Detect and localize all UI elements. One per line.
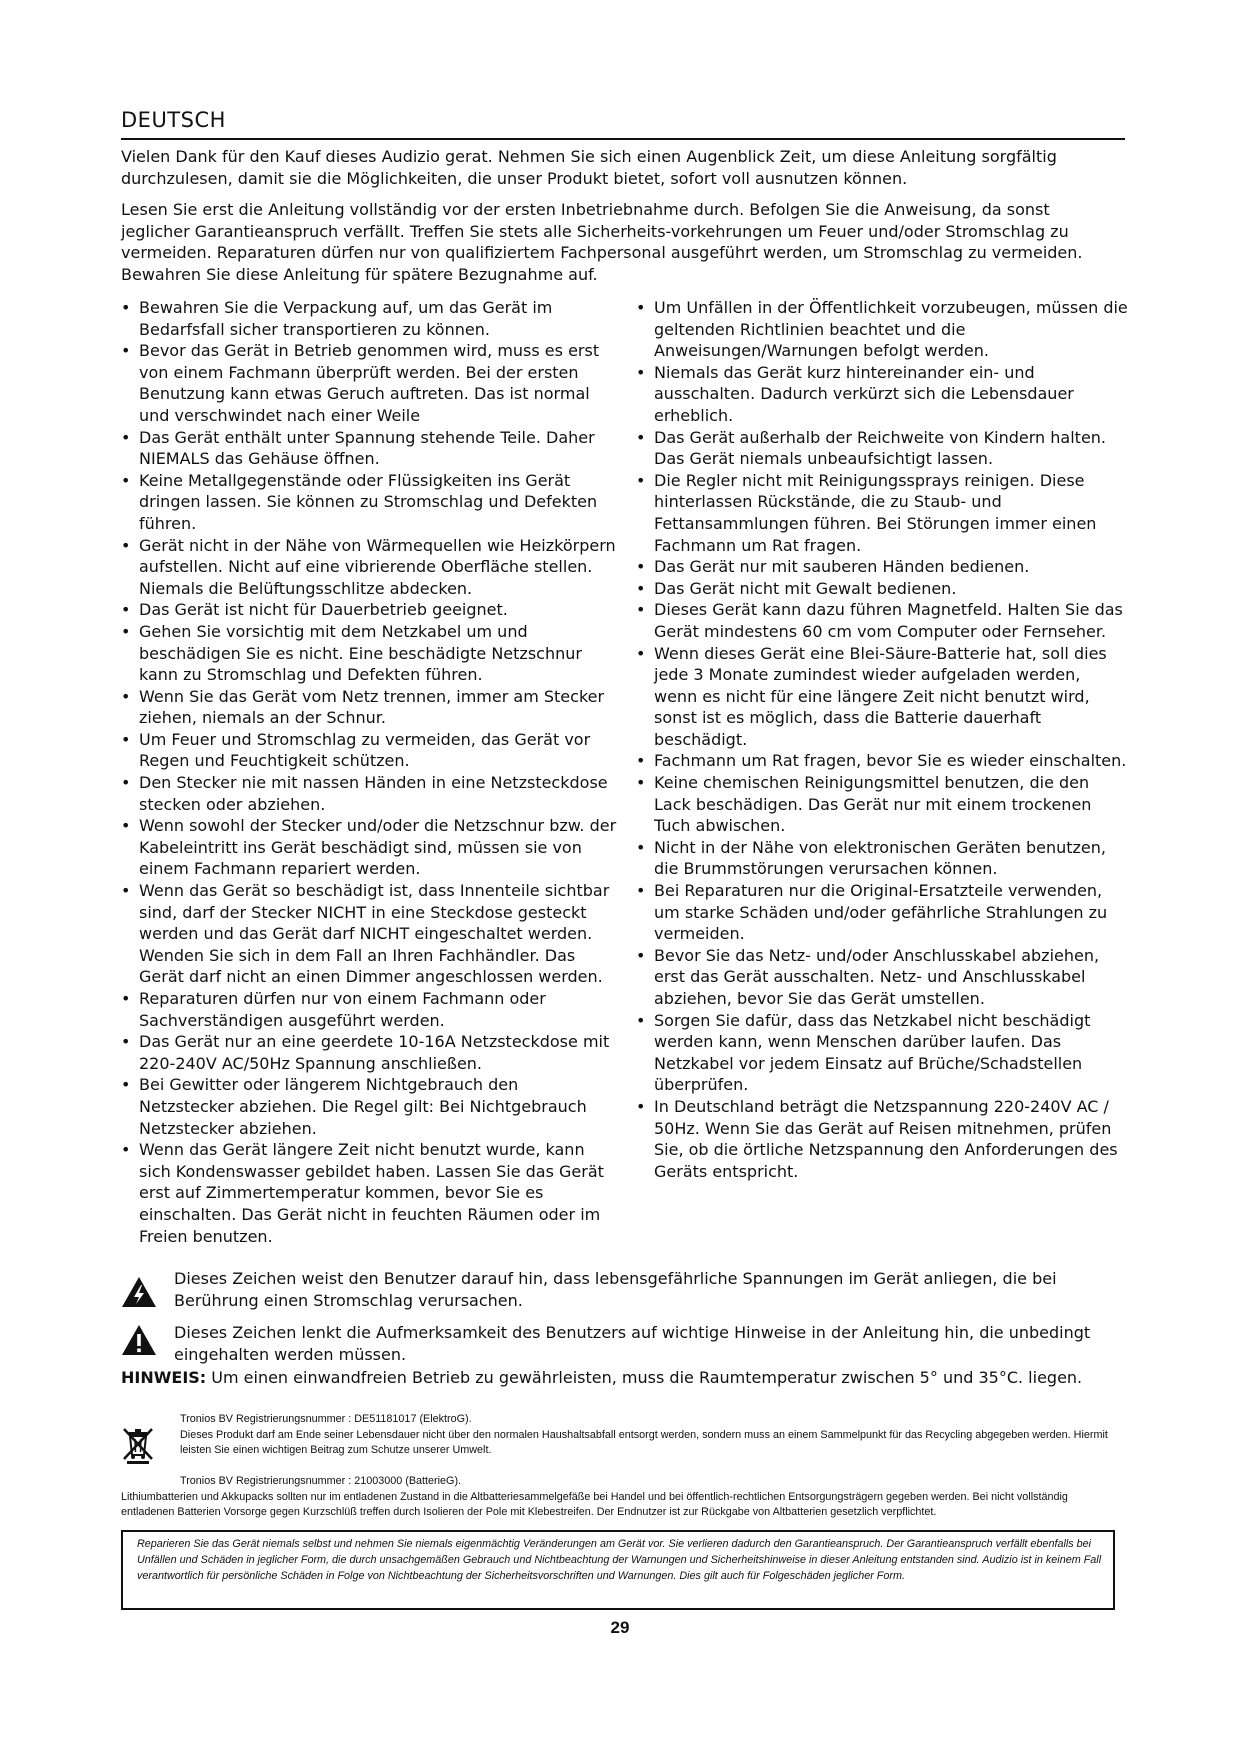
list-item: • Um Unfällen in der Öffentlichkeit vorzubeugen, müssen die geltenden Richtlinien beachtet und die Anweisungen/Warnungen befolgt werden. bbox=[636, 297, 1128, 362]
list-item: • Wenn Sie das Gerät vom Netz trennen, immer am Stecker ziehen, niemals an der Schnur. bbox=[121, 686, 617, 729]
list-item: • Nicht in der Nähe von elektronischen Geräten benutzen, die Brummstörungen verursachen können. bbox=[636, 837, 1128, 880]
disclaimer-text: Reparieren Sie das Gerät niemals selbst und nehmen Sie niemals eigenmächtig Veränderungen am Gerät vor. Sie verlieren dadurch den Garantieanspruch. Der Garantieanspruch verfällt ebenfalls bei Unfällen und Schäden in jeglicher Form, die durch unsachgemäßen Gebrauch und Nichtbeachtung der Warnungen und Sicherheitshinweise in dieser Anleitung entstanden sind. Audizio ist in keinem Fall verantwortlich für persönliche Schäden in Folge von Nichtbeachtung der Sicherheitsvorschriften und Warnungen. Dies gilt auch für Folgeschäden jeglicher Form. bbox=[137, 1538, 1102, 1582]
list-item: • Keine Metallgegenstände oder Flüssigkeiten ins Gerät dringen lassen. Sie können zu Stromschlag und Defekten führen. bbox=[121, 470, 617, 535]
list-item: • Das Gerät nicht mit Gewalt bedienen. bbox=[636, 578, 1128, 600]
crossed-out-bin-icon bbox=[121, 1425, 155, 1465]
list-item: • Um Feuer und Stromschlag zu vermeiden, das Gerät vor Regen und Feuchtigkeit schützen. bbox=[121, 729, 617, 772]
safety-list-left bbox=[121, 297, 617, 1247]
list-item: • Reparaturen dürfen nur von einem Fachmann oder Sachverständigen ausgeführt werden. bbox=[121, 988, 617, 1031]
list-item: • Niemals das Gerät kurz hintereinander ein- und ausschalten. Dadurch verkürzt sich die Lebensdauer erheblich. bbox=[636, 362, 1128, 427]
list-item: • Wenn sowohl der Stecker und/oder die Netzschnur bzw. der Kabeleintritt ins Gerät beschädigt sind, müssen sie von einem Fachmann repariert werden. bbox=[121, 815, 617, 880]
voltage-warning-text: Dieses Zeichen weist den Benutzer darauf hin, dass lebensgefährliche Spannungen im Gerät anliegen, die bei Berührung einen Stromschlag verursachen. bbox=[174, 1269, 1057, 1310]
section-heading: DEUTSCH bbox=[121, 108, 226, 132]
attention-warning-text: Dieses Zeichen lenkt die Aufmerksamkeit des Benutzers auf wichtige Hinweise in der Anleitung hin, die unbedingt eingehalten werden müssen. bbox=[174, 1323, 1091, 1364]
list-item: • Das Gerät nur mit sauberen Händen bedienen. bbox=[636, 556, 1128, 578]
intro-paragraph-1: Vielen Dank für den Kauf dieses Audizio gerat. Nehmen Sie sich einen Augenblick Zeit, um diese Anleitung sorgfältig durchzulesen, damit sie die Möglichkeiten, die unser Produkt bietet, sofort voll ausnutzen können. bbox=[121, 147, 1057, 188]
list-item: • Das Gerät enthält unter Spannung stehende Teile. Daher NIEMALS das Gehäuse öffnen. bbox=[121, 427, 617, 470]
list-item: • Bewahren Sie die Verpackung auf, um das Gerät im Bedarfsfall sicher transportieren zu können. bbox=[121, 297, 617, 340]
list-item: • Den Stecker nie mit nassen Händen in eine Netzsteckdose stecken oder abziehen. bbox=[121, 772, 617, 815]
intro-paragraph-2: Lesen Sie erst die Anleitung vollständig vor der ersten Inbetriebnahme durch. Befolgen Sie die Anweisung, da sonst jeglicher Garantieanspruch verfällt. Treffen Sie stets alle Sicherheits-vorkehrungen um Feuer und/oder Stromschlag zu vermeiden. Reparaturen dürfen nur von qualifiziertem Fachpersonal ausgeführt werden, um Stromschlag zu vermeiden. Bewahren Sie diese Anleitung für spätere Bezugnahme auf. bbox=[121, 200, 1083, 284]
list-item: • In Deutschland beträgt die Netzspannung 220-240V AC / 50Hz. Wenn Sie das Gerät auf Reisen mitnehmen, prüfen Sie, ob die örtliche Netzspannung den Anforderungen des Geräts entspricht. bbox=[636, 1096, 1128, 1182]
batterieg-registration: Tronios BV Registrierungsnummer : 21003000 (BatterieG). bbox=[180, 1475, 462, 1487]
safety-list-right bbox=[636, 297, 1128, 1182]
note-text: Um einen einwandfreien Betrieb zu gewährleisten, muss die Raumtemperatur zwischen 5° und 35°C. liegen. bbox=[206, 1368, 1083, 1387]
elektrog-registration: Tronios BV Registrierungsnummer : DE51181017 (ElektroG). bbox=[180, 1413, 472, 1425]
list-item: • Bevor Sie das Netz- und/oder Anschlusskabel abziehen, erst das Gerät ausschalten. Netz- und Anschlusskabel abziehen, bevor Sie das Gerät umstellen. bbox=[636, 945, 1128, 1010]
battery-disposal-text: Lithiumbatterien und Akkupacks sollten nur im entladenen Zustand in die Altbatteriesammelgefäße bei Handel und bei öffentlich-rechtlichen Entsorgungsträgern gegeben werden. Bei nicht vollständig entladenen Batterien Vorsorge gegen Kurzschlüß treffen durch Isolieren der Pole mit Klebestreifen. Der Endnutzer ist zur Rückgabe von Altbatterien gesetzlich verpflichtet. bbox=[121, 1491, 1068, 1518]
list-item: • Dieses Gerät kann dazu führen Magnetfeld. Halten Sie das Gerät mindestens 60 cm vom Computer oder Fernseher. bbox=[636, 599, 1128, 642]
list-item: • Das Gerät außerhalb der Reichweite von Kindern halten. Das Gerät niemals unbeaufsichtigt lassen. bbox=[636, 427, 1128, 470]
heading-rule bbox=[121, 138, 1125, 140]
list-item: • Wenn dieses Gerät eine Blei-Säure-Batterie hat, soll dies jede 3 Monate zumindest wieder aufgeladen werden, wenn es nicht für eine längere Zeit nicht benutzt wird, sonst ist es möglich, dass die Batterie dauerhaft beschädigt. bbox=[636, 643, 1128, 751]
list-item: • Das Gerät ist nicht für Dauerbetrieb geeignet. bbox=[121, 599, 617, 621]
list-item: • Gehen Sie vorsichtig mit dem Netzkabel um und beschädigen Sie es nicht. Eine beschädigte Netzschnur kann zu Stromschlag und Defekten führen. bbox=[121, 621, 617, 686]
list-item: • Wenn das Gerät längere Zeit nicht benutzt wurde, kann sich Kondenswasser gebildet haben. Lassen Sie das Gerät erst auf Zimmertemperatur kommen, bevor Sie es einschalten. Das Gerät nicht in feuchten Räumen oder im Freien benutzen. bbox=[121, 1139, 617, 1247]
disclaimer-box bbox=[121, 1530, 1115, 1610]
list-item: • Die Regler nicht mit Reinigungssprays reinigen. Diese hinterlassen Rückstände, die zu Staub- und Fettansammlungen führen. Bei Störungen immer einen Fachmann um Rat fragen. bbox=[636, 470, 1128, 556]
list-item: • Wenn das Gerät so beschädigt ist, dass Innenteile sichtbar sind, darf der Stecker NICHT in eine Steckdose gesteckt werden und das Gerät darf NICHT eingeschaltet werden. Wenden Sie sich in dem Fall an Ihren Fachhändler. Das Gerät darf nicht an einen Dimmer angeschlossen werden. bbox=[121, 880, 617, 988]
weee-disposal-text: Dieses Produkt darf am Ende seiner Lebensdauer nicht über den normalen Haushaltsabfall entsorgt werden, sondern muss an einem Sammelpunkt für das Recycling abgegeben werden. Hiermit leisten Sie einen wichtigen Beitrag zum Schutze unserer Umwelt. bbox=[180, 1429, 1108, 1456]
list-item: • Das Gerät nur an eine geerdete 10-16A Netzsteckdose mit 220-240V AC/50Hz Spannung anschließen. bbox=[121, 1031, 617, 1074]
high-voltage-icon bbox=[121, 1276, 157, 1308]
list-item: • Sorgen Sie dafür, dass das Netzkabel nicht beschädigt werden kann, wenn Menschen darüber laufen. Das Netzkabel vor jedem Einsatz auf Brüche/Schadstellen überprüfen. bbox=[636, 1010, 1128, 1096]
list-item: • Keine chemischen Reinigungsmittel benutzen, die den Lack beschädigen. Das Gerät nur mit einem trockenen Tuch abwischen. bbox=[636, 772, 1128, 837]
note-label: HINWEIS: bbox=[121, 1368, 207, 1387]
note bbox=[121, 1367, 1121, 1389]
list-item: • Bevor das Gerät in Betrieb genommen wird, muss es erst von einem Fachmann überprüft werden. Bei der ersten Benutzung kann etwas Geruch auftreten. Das ist normal und verschwindet nach einer Weile bbox=[121, 340, 617, 426]
list-item: • Bei Gewitter oder längerem Nichtgebrauch den Netzstecker abziehen. Die Regel gilt: Bei Nichtgebrauch Netzstecker abziehen. bbox=[121, 1074, 617, 1139]
page-number: 29 bbox=[610, 1618, 630, 1637]
list-item: • Gerät nicht in der Nähe von Wärmequellen wie Heizkörpern aufstellen. Nicht auf eine vibrierende Oberfläche stellen. Niemals die Belüftungsschlitze abdecken. bbox=[121, 535, 617, 600]
list-item: • Fachmann um Rat fragen, bevor Sie es wieder einschalten. bbox=[636, 750, 1128, 772]
list-item: • Bei Reparaturen nur die Original-Ersatzteile verwenden, um starke Schäden und/oder gefährliche Strahlungen zu vermeiden. bbox=[636, 880, 1128, 945]
exclamation-warning-icon bbox=[121, 1324, 157, 1356]
